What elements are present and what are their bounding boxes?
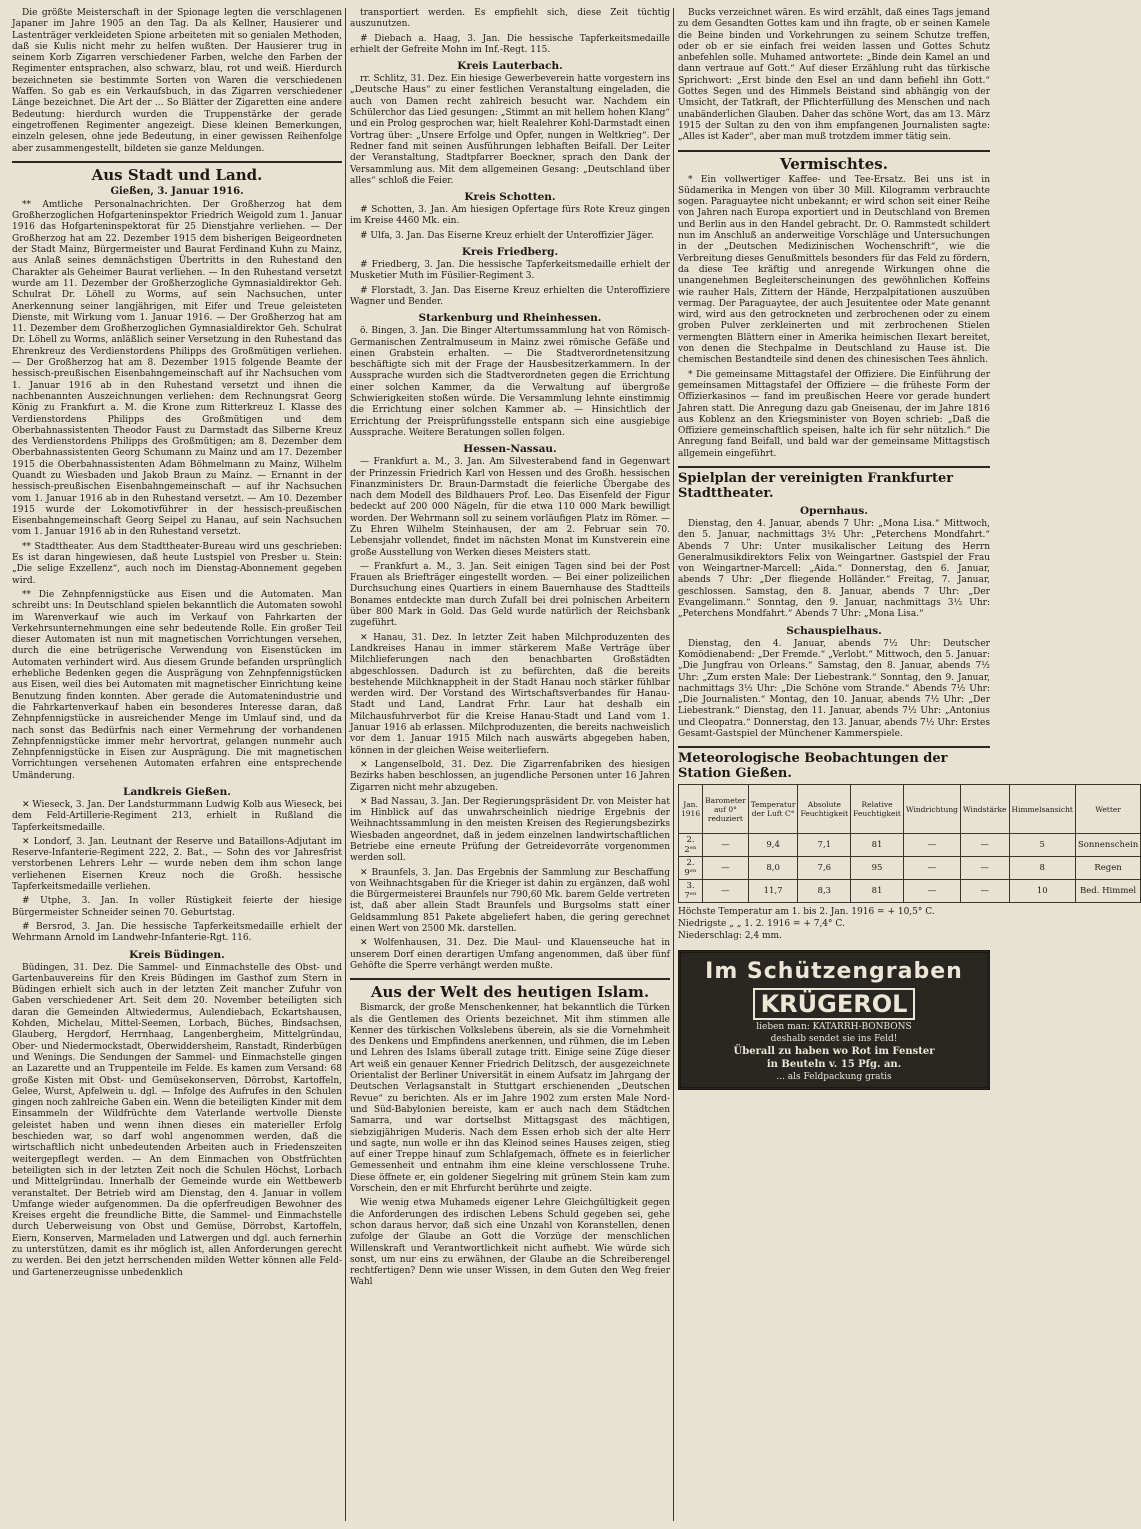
ad-text: in Beuteln v. 15 Pfg. an. xyxy=(766,1059,902,1071)
column-divider xyxy=(673,8,674,1521)
table-cell: 8,0 xyxy=(748,857,798,880)
precipitation: Niederschlag: 2,4 mm. xyxy=(678,931,782,942)
table-cell: — xyxy=(703,880,749,903)
table-cell: — xyxy=(960,834,1009,857)
section-heading: Spielplan der vereinigten Frankfurter Stadttheater. xyxy=(678,466,990,501)
column-middle xyxy=(350,8,670,1521)
article-paragraph: ö. Bingen, 3. Jan. Die Binger Altertumssammlung hat von Römisch-Germanischen Zentralmuseum in Mainz zwei römische Gefäße und einen Grabstein erhalten. — Die Stadtverordnetensitzung beschäftigte sich mit der Frage der Hausbesitzerkammern. In der Aussprache wurden sich die Stadtverordneten gegen die Errichtung einer solchen Kammer, da die Verwaltung auf übergroße Schwierigkeiten stoßen würde. Die Versammlung lehnte einstimmig die Errichtung einer solchen Kammer ab. — Hinsichtlich der Errichtung der Preisprüfungsstelle entspann sich eine ausgiebige Aussprache. Weitere Beratungen sollen folgen. xyxy=(350,326,670,438)
table-cell: — xyxy=(960,857,1009,880)
subsection-heading: Hessen-Nassau. xyxy=(463,443,557,456)
table-cell: 7,1 xyxy=(798,834,851,857)
article-paragraph: — Frankfurt a. M., 3. Jan. Am Silvesterabend fand in Gegenwart der Prinzessin Friedrich Karl von Hessen und des Großh. hessischen Finanzministers Dr. Braun-Darmstadt die feierliche Übergabe des nach dem Modell des Bildhauers Prof. Leo. Das Eisenfeld der Figur bedeckt auf 200 000 Nägeln, für die etwa 110 000 Mark bewilligt worden. Der Wehrmann soll zu seinem vorläufigen Platz im Römer. — Zu Ehren Wilhelm Steinhausen, der am 2. Februar sein 70. Lebensjahr vollendet, findet im nächsten Monat im Kunstverein eine große Ausstellung von Werken dieses Meisters statt. xyxy=(350,457,670,558)
table-header: Himmelsansicht xyxy=(1009,785,1075,834)
article-paragraph: * Die gemeinsame Mittagstafel der Offiziere. Die Einführung der gemeinsamen Mittagstafel der Offiziere — die früheste Form der Offizierkasinos — fand im preußischen Heere vor gerade hundert Jahren statt. Die Anregung dazu gab Gneisenau, der im Jahre 1816 aus Koblenz an den Kriegsminister von Boyen schrieb: „Daß die Offiziere gemeinschaftlich speisen, halte ich für sehr nützlich.“ Die Anregung fand Beifall, und bald war der gemeinsame Mittagstisch allgemein eingeführt. xyxy=(678,369,990,459)
ad-tagline: lieben man: KATARRH-BONBONS xyxy=(756,1022,912,1033)
table-row xyxy=(679,834,1141,857)
weather-summary xyxy=(678,906,990,942)
table-cell: 10 xyxy=(1009,880,1075,903)
article-paragraph: Bismarck, der große Menschenkenner, hat bekanntlich die Türken als die Gentlemen des Orients bezeichnet. Mit ihm stimmen alle Kenner des türkischen Volkslebens überein, als sie die Vornehmheit des Denkens und Empfindens anerkennen, und rühmen, die im Leben und Lehren des Islams überall zutage tritt. Einige seine Züge dieser Art weiß ein genauer Kenner Friedrich Delitzsch, der ausgezeichnete Orientalist der Berliner Universität in einem Aufsatz im Jahrgang der Deutschen Verlagsanstalt in Stuttgart erschienenden „Deutschen Revue“ zu berichten. Als er im Jahre 1902 zum ersten Male Nord- und Süd-Babylonien bereiste, kam er auch nach dem Städtchen Samarra, und war dortselbst Mittagsgast des mächtigen, siebzigjährigen Muderis. Nach dem Essen erhob sich der alte Herr und sagte, nun wolle er ihn das Kleinod seines Hauses zeigen, stieg auf einer Treppe hinauf zum Schlafgemach, öffnete es in feierlicher Gemessenheit und entnahm ihm eine kleine verschlossene Truhe. Diese öffnete er, ein goldener Siegelring mit grünem Stein kam zum Vorschein, den er mit Ehrfurcht berührte und zeigte. xyxy=(350,1003,670,1195)
table-cell: — xyxy=(903,880,960,903)
ad-text: Überall zu haben wo Rot im Fenster xyxy=(733,1046,935,1058)
article-paragraph: ** Amtliche Personalnachrichten. Der Großherzog hat dem Großherzoglichen Hofgarteninspektor Friedrich Weigold zum 1. Januar 1916 das Hofgarteninspektorat für 25 Dienstjahre verliehen. — Der Großherzog hat am 22. Dezember 1915 dem bisherigen Beigeordneten der Stadt Mainz, Bürgermeister und Baurat Ferdinand Kuhn zu Mainz, aus Anlaß seines demnächstigen Übertritts in den Ruhestand den Charakter als Geheimer Baurat verliehen. — In den Ruhestand versetzt wurde am 11. Dezember der Großherzogliche Gymnasialdirektor Geh. Schulrat Dr. Löhell zu Worms, auf sein Nachsuchen, unter Anerkennung seiner langjährigen, mit Eifer und Treue geleisteten Dienste, mit Wirkung vom 1. Januar 1916. — Der Großherzog hat am 11. Dezember dem Großherzoglichen Gymnasialdirektor Geh. Schulrat Dr. Löhell zu Worms, anläßlich seiner Versetzung in den Ruhestand das Ehrenkreuz des Verdienstordens Philipps des Großmütigen verliehen. — Der Großherzog hat am 8. Dezember 1915 folgende Beamte der hessisch-preußischen Eisenbahngemeinschaft auf ihr Nachsuchen vom 1. Januar 1916 ab in den Ruhestand versetzt und ihnen die nachbenannten Auszeichnungen verliehen: dem Rechnungsrat Georg König zu Frankfurt a. M. die Krone zum Ritterkreuz I. Klasse des Verdienstordens Philipps des Großmütigen und dem Oberbahnassistenten Theodor Faust zu Darmstadt das Silberne Kreuz des Verdienstordens Philipps des Großmütigen; am 8. Dezember dem Oberbahnassistenten Georg Schumann zu Mainz und am 17. Dezember 1915 die Oberbahnassistenten Adam Böhmelmann zu Mainz, Wilhelm Quandt zu Wiesbaden und Jakob Braun zu Mainz. — Ernannt in der hessisch-preußischen Eisenbahngemeinschaft — auf ihr Nachsuchen vom 1. Januar 1916 ab in den Ruhestand versetzt. — Am 10. Dezember 1915 wurde der Lokomotivführer in der hessisch-preußischen Eisenbahngemeinschaft Georg Seipel zu Hanau, auf sein Nachsuchen vom 1. Januar 1916 ab in den Ruhestand versetzt. xyxy=(12,199,342,538)
subsection-heading: Landkreis Gießen. xyxy=(123,786,231,798)
article-paragraph: ✕ Wieseck, 3. Jan. Der Landsturmmann Ludwig Kolb aus Wieseck, bei dem Feld-Artillerie-Regiment 213, erhielt in Rußland die Tapferkeitsmedaille. xyxy=(12,800,342,833)
ad-footer: ... als Feldpackung gratis xyxy=(776,1072,892,1083)
table-cell: 9,4 xyxy=(748,834,798,857)
table-cell: 81 xyxy=(851,834,904,857)
article-paragraph: Dienstag, den 4. Januar, abends 7 Uhr: „Mona Lisa.“ Mittwoch, den 5. Januar, nachmittags 3½ Uhr: „Peterchens Mondfahrt.“ Abends 7 Uhr: Unter musikalischer Leitung des Herrn Generalmusikdirektors Felix von Weingartner. Gastspiel der Frau von Weingartner-Marcell: „Aida.“ Donnerstag, den 6. Januar, abends 7 Uhr: „Der fliegende Holländer.“ Freitag, 7. Januar, geschlossen. Samstag, den 8. Januar, abends 7 Uhr: „Der Evangelimann.“ Sonntag, den 9. Januar, nachmittags 3½ Uhr: „Peterchens Mondfahrt.“ Abends 7 Uhr: „Mona Lisa.“ xyxy=(678,518,990,620)
table-header: Windrichtung xyxy=(903,785,960,834)
min-temperature: Niedrigste „ „ 1. 2. 1916 = + 7,4° C. xyxy=(678,919,845,930)
table-cell: — xyxy=(903,857,960,880)
section-heading: Meteorologische Beobachtungen der Station Gießen. xyxy=(678,746,990,781)
table-header: Jan. 1916 xyxy=(679,785,703,834)
ad-brand: KRÜGEROL xyxy=(753,988,916,1020)
article-paragraph: # Ulfa, 3. Jan. Das Eiserne Kreuz erhielt der Unteroffizier Jäger. xyxy=(360,230,654,241)
section-heading: Aus der Welt des heutigen Islam. xyxy=(350,978,670,1001)
article-paragraph: Die größte Meisterschaft in der Spionage legten die verschlagenen Japaner im Jahre 1905 an den Tag. Da als Kellner, Hausierer und Lastenträger verkleideten Spione arbeiteten mit so genialen Methoden, daß sie Kulis nicht mehr zu helfen wußten. Der Hausierer trug in seinem Korb Zigarren verschiedener Farben, welche den Farben der Regimenter entsprachen, also schwarz, blau, rot und weiß. Hierdurch bezeichneten sie bestimmte Sorten von Waren die verschiedenen Waffen. So gab es ein Verkaufsbuch, in das Zigarren verschiedener Länge bezeichnet. Die Art der ... So Blätter der Zigaretten eine andere Bedeutung: hierdurch wurden die Truppenstärke der gerade eingetroffenen Regimenter angezeigt. Diese kleinen Bemerkungen, einzeln gelesen, ohne jede Bedeutung, in einer gewissen Reihenfolge aber zusammengestellt, bildeten sie ganze Meldungen. xyxy=(12,8,342,154)
table-row xyxy=(679,880,1141,903)
article-paragraph: * Ein vollwertiger Kaffee- und Tee-Ersatz. Bei uns ist in Südamerika in Mengen von über 30 Mill. Kilogramm verbrauchte sogen. Paraguaytee nicht unbekannt; er wird schon seit einer Reihe von Jahren nach Europa exportiert und in Deutschland von Bremen und Berlin aus in den Handel gebracht. Dr. O. Rammstedt schildert nun im Anschluß an anderweitige Vorschläge und Untersuchungen in der „Deutschen Medizinischen Wochenschrift“, wie die Verbreitung dieses Genußmittels besonders für das Feld zu fördern, da diese Tee kräftig und anregende Wirkungen ohne die unangenehmen Begleiterscheinungen des gewöhnlichen Koffeins wie rauher Hals, Zittern der Hände, Herzpalpitationen auszuüben vermag. Der Paraguaytee, der auch Jesuitentee oder Mate genannt wird, wird aus den getrockneten und zerbrochenen oder zu einem groben Pulver zerkleinerten und mit zerbrochenen Stielen vermengten Blättern einer in Amerika heimischen Ilexart bereitet, von denen die Stechpalme in Deutschland zu Hause ist. Die chemischen Bestandteile sind denen des chinesischen Tees ähnlich. xyxy=(678,174,990,366)
table-header: Windstärke xyxy=(960,785,1009,834)
article-paragraph: ✕ Braunfels, 3. Jan. Das Ergebnis der Sammlung zur Beschaffung von Weihnachtsgaben für die Krieger ist dahin zu ergänzen, daß wohl die Bürgermeisterei Braunfels nur 790,60 Mk. barem Gelde vertreten ist, daß aber allein Stadt Braunfels und Burgsolms statt einer Geldsammlung 851 Pakete abgeliefert haben, die gering gerechnet einen Wert von 2500 Mk. darstellen. xyxy=(350,867,670,935)
subsection-heading: Kreis Lauterbach. xyxy=(457,60,563,73)
article-paragraph: Bucks verzeichnet wären. Es wird erzählt, daß eines Tags jemand zu dem Gesandten Gottes kam und ihn fragte, ob er seinen Kamele die Beine binden und Vorkehrungen zu seinem Schutze treffen, oder ob er sie einfach frei weiden lassen und Gottes Schutz anbefehlen solle. Muhamed antwortete: „Binde dein Kamel an und dann vertraue auf Gott.“ Auf dieser Erzählung ruht das türkische Sprichwort: „Erst binde den Esel an und dann befiehl ihn Gott.“ Gottes Segen und des Himmels Beistand sind abhängig von der Umsicht, der Tatkraft, der Pflichterfüllung des Menschen und nach unabänderlichen Glauben. Daher das schöne Wort, das am 13. März 1915 der Sultan zu den von ihm empfangenen Journalisten sagte: „Alles ist Kader“, aber man muß trotzdem immer tätig sein. xyxy=(678,8,990,143)
table-cell: 81 xyxy=(851,880,904,903)
table-header: Absolute Feuchtigkeit xyxy=(798,785,851,834)
table-cell: Bed. Himmel xyxy=(1075,880,1140,903)
subsection-heading: Kreis Schotten. xyxy=(464,191,556,204)
article-paragraph: ✕ Bad Nassau, 3. Jan. Der Regierungspräsident Dr. von Meister hat im Hinblick auf das unwahrscheinlich niedrige Ergebnis der Weihnachtssammlung in den meisten Kreisen des Regierungsbezirks Wiesbaden angeordnet, daß in jedem einzelnen landwirtschaftlichen Betriebe eine erneute Prüfung der Getreidevorräte vorgenommen werden soll. xyxy=(350,796,670,864)
article-paragraph: transportiert werden. Es empfiehlt sich, diese Zeit tüchtig auszunutzen. xyxy=(350,8,670,30)
article-paragraph: ** Die Zehnpfennigstücke aus Eisen und die Automaten. Man schreibt uns: In Deutschland spielen bekanntlich die Automaten sowohl im Warenverkauf wie auch im Verkauf von Fahrkarten der Verkehrsunternehmungen eine sehr bedeutende Rolle. Ein großer Teil dieser Automaten ist nun mit magnetischen Vorrichtungen versehen, durch die eine betrügerische Verwendung von Eisenstücken im Automaten verhindert wird. Aus diesem Grunde befanden ursprünglich erhebliche Bedenken gegen die Ausprägung von Zehnpfennigstücken aus Eisen, weil dies bei Automaten mit magnetischer Einrichtung keine Benutzung finden konnten. Aber gerade die Automatenindustrie und die Fahrkartenverkauf haben ein besonderes Interesse daran, daß Zehnpfennigstücke in ausreichender Menge im Umlauf sind, und da nach sonst das Bedürfnis nach einer Vermehrung der vorhandenen Zehnpfennigstücke immer mehr hervortrat, gelangen nunmehr auch Zehnpfennigstücke in Eisen zur Ausprägung. Die mit magnetischen Vorrichtungen versehenen Automaten erfahren eine entsprechende Umänderung. xyxy=(12,589,342,781)
article-paragraph: ✕ Wolfenhausen, 31. Dez. Die Maul- und Klauenseuche hat in unserem Dorf einen derartigen Umfang angenommen, daß über fünf Gehöfte die Sperre verhängt werden mußte. xyxy=(350,938,670,971)
article-paragraph: # Diebach a. Haag, 3. Jan. Die hessische Tapferkeitsmedaille erhielt der Gefreite Mohn im Inf.-Regt. 115. xyxy=(350,33,670,55)
article-paragraph: ✕ Hanau, 31. Dez. In letzter Zeit haben Milchproduzenten des Landkreises Hanau in immer stärkerem Maße Verträge über Milchlieferungen nach den benachbarten Großstädten abgeschlossen. Dadurch ist zu befürchten, daß die bereits bestehende Milchknappheit in der Stadt Hanau noch stärker fühlbar werden wird. Der Vorstand des Wirtschaftsverbandes für Hanau-Stadt und Land, Landrat Frhr. Laur hat deshalb ein Milchausfuhrverbot für die Kreise Hanau-Stadt und Land vom 1. Januar 1916 ab erlassen. Milchproduzenten, die bereits nachweislich vor dem 1. Januar 1915 Milch nach auswärts abgegeben haben, können in der gleichen Weise weiterliefern. xyxy=(350,632,670,756)
subsection-heading: Kreis Friedberg. xyxy=(461,246,559,259)
max-temperature: Höchste Temperatur am 1. bis 2. Jan. 1916 = + 10,5° C. xyxy=(678,907,935,918)
article-paragraph: Dienstag, den 4. Januar, abends 7½ Uhr: Deutscher Komödienabend: „Der Fremde.“ „Verlobt.“ Mittwoch, den 5. Januar: „Die Jungfrau von Orleans.“ Samstag, den 8. Januar, abends 7½ Uhr: „Zum ersten Male: Der Liebestrank.“ Sonntag, den 9. Januar, nachmittags 3½ Uhr: „Die Schöne vom Strande.“ Abends 7½ Uhr: „Die Journalisten.“ Montag, den 10. Januar, abends 7½ Uhr: „Der Liebestrank.“ Dienstag, den 11. Januar, abends 7½ Uhr: „Antonius und Cleopatra.“ Donnerstag, den 13. Januar, abends 7½ Uhr: Erstes Gesamt-Gastspiel der Münchener Kammerspiele. xyxy=(678,638,990,740)
article-paragraph: # Schotten, 3. Jan. Am hiesigen Opfertage fürs Rote Kreuz gingen im Kreise 4460 Mk. ein. xyxy=(350,205,670,227)
table-cell: 7,6 xyxy=(798,857,851,880)
subsection-heading: Opernhaus. xyxy=(800,504,868,517)
article-paragraph: # Florstadt, 3. Jan. Das Eiserne Kreuz erhielten die Unteroffiziere Wagner und Bender. xyxy=(350,285,670,307)
article-paragraph: # Utphe, 3. Jan. In voller Rüstigkeit feierte der hiesige Bürgermeister Schneider seinen 70. Geburtstag. xyxy=(12,896,342,918)
article-paragraph: Büdingen, 31. Dez. Die Sammel- und Einmachstelle des Obst- und Gartenbauvereins für den Kreis Büdingen im Gasthof zum Stern in Büdingen erhielt sich auch in der letzten Zeit mancher Zufuhr von Gaben verschiedener Art. Seit dem 20. November beteiligten sich daran die Gemeinden Altwiedermus, Aulendiebach, Eckartshausen, Kohden, Michelau, Mittel-Seemen, Lorbach, Büches, Bindsachsen, Glauberg, Hergdorf, Herrnhaag, Langenbergheim, Mittelgründau, Ober- und Niedermockstadt, Oberwiddersheim, Ranstadt, Rinderbügen und Wenings. Die Sendungen der Sammel- und Einmachstelle gingen an Lazarette und an Truppenteile im Felde. Es kamen zum Versand: 68 große Kisten mit Obst- und Gemüsekonserven, Dörrobst, Kartoffeln, Gelee, Wurst, Apfelwein u. dgl. — Infolge des Aufrufes in den Schulen gingen noch zahlreiche Gaben ein. Wenn die beteiligten Kinder mit dem Einsammeln der Wildfrüchte dem Vaterlande wertvolle Dienste geleistet haben und wenn ihnen dieses ein materieller Erfolg beschieden war, so darf wohl angenommen werden, daß die wirtschaftlich nicht unbedeutenden Arbeiten auch in Friedenszeiten weitergepflegt werden. — An dem Einmachen von Obstfrüchten beteiligten sich in der letzten Zeit noch die Schulen Höchst, Lorbach und Mittelgründau. Innerhalb der Gemeinde wurde ein Wettbewerb veranstaltet. Der Betrieb wird am Dienstag, den 4. Januar in vollem Umfange wieder aufgenommen. Da die opferfreudigen Bewohner des Kreises ergeht die freundliche Bitte, die Sammel- und Einmachstelle durch Ueberweisung von Obst und Gemüse, Dörrobst, Kartoffeln, Eiern, Konserven, Marmeladen und Latwergen und dgl. auch fernerhin zu unterstützen, damit es ihr möglich ist, allen Anforderungen gerecht zu werden. Bei den jetzt herrschenden milden Wetter können alle Feld- und Gartenerzeugnisse unbedenklich xyxy=(12,962,342,1278)
section-heading: Aus Stadt und Land. xyxy=(12,161,342,184)
table-cell: — xyxy=(960,880,1009,903)
subsection-heading: Starkenburg und Rheinhessen. xyxy=(418,312,602,325)
article-paragraph: ✕ Londorf, 3. Jan. Leutnant der Reserve und Bataillons-Adjutant im Reserve-Infanterie-Regiment 222, 2. Bat., — Sohn des vor Jahresfrist verstorbenen Lehrers Lehr — wurde neben dem ihm schon lange verliehenen Eisernen Kreuz noch die Großh. hessische Tapferkeitsmedaille verliehen. xyxy=(12,836,342,893)
column-right xyxy=(678,8,1139,1521)
subsection-heading: Schauspielhaus. xyxy=(786,624,882,637)
subsection-heading: Kreis Büdingen. xyxy=(129,948,225,961)
table-row xyxy=(679,857,1141,880)
table-header: Temperatur der Luft C° xyxy=(748,785,798,834)
table-header-row xyxy=(679,785,1141,834)
article-paragraph: Wie wenig etwa Muhameds eigener Lehre Gleichgültigkeit gegen die Anforderungen des irdischen Lebens Schuld gegeben sei, gehe schon daraus hervor, daß sich eine Unzahl von Koranstellen, denen zufolge der Glaube an Gott die Vorzüge der menschlichen Willenskraft und Verantwortlichkeit nicht aufhebt. Wie würde sich sonst, um nur eins zu erwähnen, der Glaube an die Schreiberengel rechtfertigen? Denn wie unser Wissen, in dem Guten den Weg freier Wahl xyxy=(350,1198,670,1288)
article-paragraph: rr. Schlitz, 31. Dez. Ein hiesige Gewerbeverein hatte vorgestern ins „Deutsche Haus“ zu einer festlichen Veranstaltung eingeladen, die auch von Damen recht zahlreich besucht war. Nachdem ein Schülerchor das Lied gesungen: „Stimmt an mit hellem hohen Klang“ und ein Prolog gesprochen war, hielt Realehrer Kohl-Darmstadt einen Vortrag über: „Unsere Erfolge und Opfer, nungen in Weltkrieg“. Der Redner fand mit seinen Ausführungen lebhaften Beifall. Der Leiter der Veranstaltung, Stadtpfarrer Boeckner, sprach den Dank der Versammlung aus. Mit dem allgemeinen Gesang: „Deutschland über alles“ schloß die Feier. xyxy=(350,74,670,186)
ad-tagline: deshalb sendet sie ins Feld! xyxy=(770,1034,898,1045)
table-cell: 8 xyxy=(1009,857,1075,880)
table-cell: — xyxy=(703,834,749,857)
weather-table xyxy=(678,784,1141,903)
table-header: Relative Feuchtigkeit xyxy=(851,785,904,834)
article-paragraph: ✕ Langenselbold, 31. Dez. Die Zigarrenfabriken des hiesigen Bezirks haben beschlossen, an jugendliche Personen unter 16 Jahren Zigarren nicht mehr abzugeben. xyxy=(350,759,670,793)
advertisement xyxy=(678,950,990,1090)
table-cell: — xyxy=(903,834,960,857)
section-heading: Vermischtes. xyxy=(678,150,990,173)
article-paragraph: # Friedberg, 3. Jan. Die hessische Tapferkeitsmedaille erhielt der Musketier Muth im Füsilier-Regiment 3. xyxy=(350,260,670,282)
ad-headline: Im Schützengraben xyxy=(705,959,963,985)
table-cell: 11,7 xyxy=(748,880,798,903)
dateline: Gießen, 3. Januar 1916. xyxy=(110,185,244,197)
table-cell: 3. 7ᵉⁿ xyxy=(679,880,703,903)
table-cell: 95 xyxy=(851,857,904,880)
table-header: Wetter xyxy=(1075,785,1140,834)
column-left xyxy=(12,8,342,1521)
column-divider xyxy=(345,8,346,1521)
table-cell: 2. 9ᵉⁿ xyxy=(679,857,703,880)
table-cell: Sonnenschein xyxy=(1075,834,1140,857)
table-cell: 5 xyxy=(1009,834,1075,857)
table-cell: 8,3 xyxy=(798,880,851,903)
table-cell: 2. 2ᵉⁿ xyxy=(679,834,703,857)
table-header: Barometer auf 0° reduziert xyxy=(703,785,749,834)
article-paragraph: — Frankfurt a. M., 3. Jan. Seit einigen Tagen sind bei der Post Frauen als Briefträger eingestellt worden. — Bei einer polizeilichen Durchsuchung eines Quartiers in einem Bauernhause des Stadtteils Bonames entdeckte man durch Zufall bei drei polnischen Arbeitern über 800 Mark in Gold. Das Geld wurde natürlich der Reichsbank zugeführt. xyxy=(350,561,670,629)
article-paragraph: ** Stadttheater. Aus dem Stadttheater-Bureau wird uns geschrieben: Es ist daran hingewiesen, daß heute Lustspiel von Presber u. Stein: „Die selige Exzellenz“, auch noch im Dienstag-Abonnement gegeben wird. xyxy=(12,541,342,586)
table-cell: Regen xyxy=(1075,857,1140,880)
article-paragraph: # Bersrod, 3. Jan. Die hessische Tapferkeitsmedaille erhielt der Wehrmann Arnold im Landwehr-Infanterie-Rgt. 116. xyxy=(12,921,342,944)
table-cell: — xyxy=(703,857,749,880)
